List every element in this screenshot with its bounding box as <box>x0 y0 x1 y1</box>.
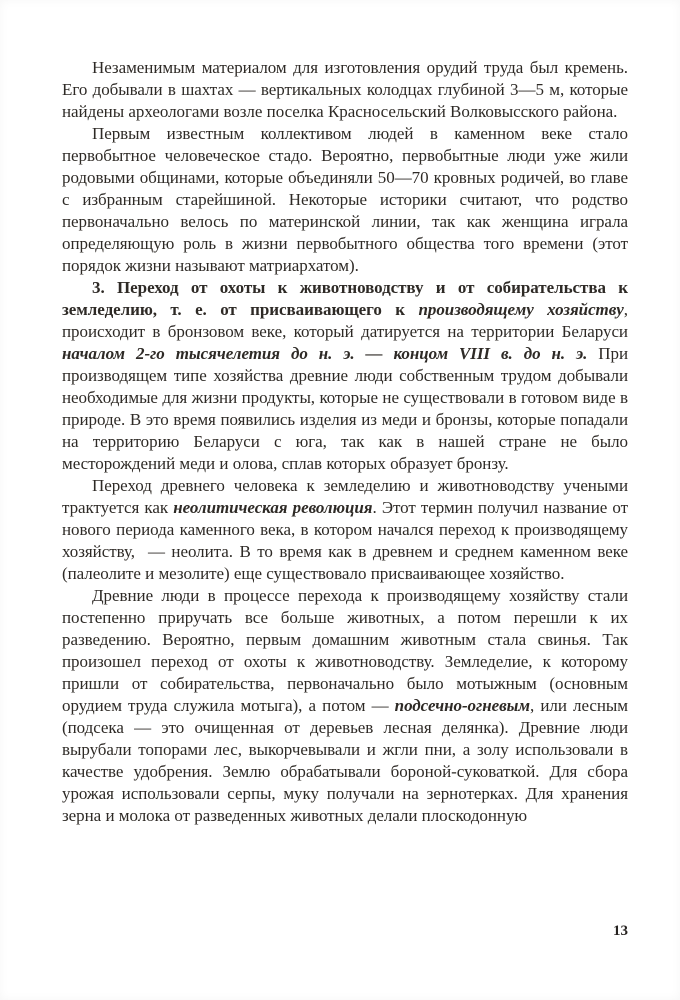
paragraph-neolithic-revolution <box>62 475 633 585</box>
text-run-regular: Переход древнего человека к земледелию и животноводству учеными трактуется как <box>62 476 633 517</box>
text-run-regular: , происходит в бронзовом веке, который датируется на территории Беларуси <box>62 300 633 341</box>
text-run-bold-italic: производящему хозяйству <box>418 300 624 319</box>
text-run-regular: При производящем типе хозяйства древние люди собственным трудом добывали необходимые для жизни продукты, которые не существовали в готовом виде в природе. В это время появились изделия из меди и бронзы, которые попадали на территорию Беларуси с юга, так как в нашей стране не было месторождений меди и олова, сплав которых образует бронзу. <box>62 344 633 473</box>
text-run-regular: Древние люди в процессе перехода к производящему хозяйству стали постепенно приручать все больше животных, а потом перешли к их разведению. Вероятно, первым домашним животным стала свинья. Так произошел переход от охоты к животноводству. Земледелие, к которому пришли от собирательства, первоначально было мотыжным (основным орудием труда служила мотыга), а потом — <box>62 586 633 715</box>
text-run-regular: . Этот термин получил название от нового периода каменного века, в котором начался переход к производящему хозяйству, — неолита. В то время как в древнем и среднем каменном веке (палеолите и мезолите) еще существовало присваивающее хозяйство. <box>62 498 633 583</box>
paragraph-flint-mining <box>62 57 633 123</box>
paragraph-transition-to-producing-economy <box>62 277 633 475</box>
text-run-regular: Первым известным коллективом людей в каменном веке стало первобытное человеческое стадо. Вероятно, первобытные люди уже жили родовыми общинами, которые объединяли 50—70 кровных родичей, во главе с избранным старейшиной. Некоторые историки считают, что родство первоначально велось по материнской линии, так как женщина играла определяющую роль в жизни первобытного общества того времени (этот порядок жизни называют матриархатом). <box>62 124 633 275</box>
text-run-regular: , или лесным (подсека — это очищенная от деревьев лесная делянка). Древние люди вырубали топорами лес, выкорчевывали и жгли пни, а золу использовали в качестве удобрения. Землю обрабатывали бороной-суковаткой. Для сбора урожая использовали серпы, муку получали на зернотерках. Для хранения зерна и молока от разведенных животных делали плоскодонную <box>62 696 633 825</box>
text-run-bold-italic: неолитическая революция <box>173 498 373 517</box>
page-text <box>62 57 633 827</box>
paragraph-primitive-herd <box>62 123 633 277</box>
text-run-bold: 3. Переход от охоты к животноводству и от собирательства к земледелию, т. е. от присваивающего к <box>62 278 633 319</box>
text-run-regular: Незаменимым материалом для изготовления орудий труда был кремень. Его добывали в шахтах — вертикальных колодцах глубиной 3—5 м, которые найдены археологами возле поселка Красносельский Волковысского района. <box>62 58 633 121</box>
text-run-bold-italic: подсечно-огневым <box>394 696 530 715</box>
page-number: 13 <box>613 923 628 939</box>
paragraph-domestication-and-farming <box>62 585 633 827</box>
text-run-bold-italic: началом 2-го тысячелетия до н. э. — концом VIII в. до н. э. <box>62 344 588 363</box>
